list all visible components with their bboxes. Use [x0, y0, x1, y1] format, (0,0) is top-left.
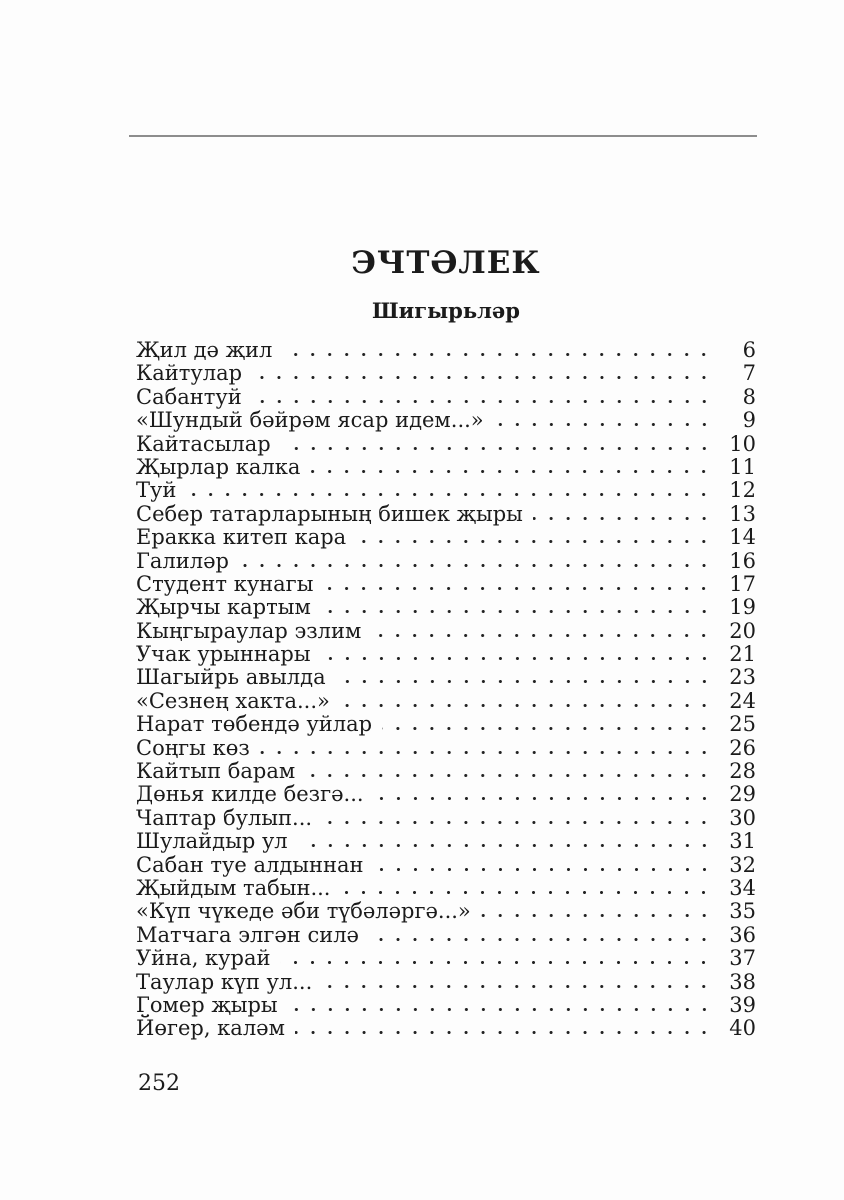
toc-row — [136, 783, 756, 806]
toc-entry-title: Дөнья килде безгә... — [136, 782, 364, 807]
toc-entry-title: Учак урыннары — [136, 642, 311, 667]
toc-entry-title: Йөгер, каләм — [136, 1016, 285, 1041]
toc-page-number: 39 — [729, 992, 756, 1017]
toc-page-number: 32 — [729, 852, 756, 877]
toc-row — [136, 362, 756, 385]
toc-row — [136, 947, 756, 970]
toc-page-number: 29 — [729, 782, 756, 807]
toc-entry-title: Туй — [136, 478, 177, 503]
header-rule — [129, 135, 757, 137]
toc-row — [136, 386, 756, 409]
dot-leader — [310, 469, 713, 474]
toc-entry-title: Гомер җыры — [136, 992, 278, 1017]
dot-leader — [282, 352, 713, 357]
dot-leader — [280, 960, 713, 965]
dot-leader — [288, 1007, 713, 1012]
dot-leader — [322, 820, 713, 825]
dot-leader — [371, 633, 713, 638]
toc-page-number: 36 — [729, 922, 756, 947]
toc-entry-title: Кайтып барам — [136, 759, 296, 784]
toc-entry-title: Еракка китеп кара — [136, 525, 347, 550]
toc-page-number: 13 — [729, 501, 756, 526]
dot-leader — [356, 539, 713, 544]
toc-entry-title: Кайтулар — [136, 361, 243, 386]
toc-page-number: 11 — [729, 454, 756, 479]
toc-entry-title: Җырчы картым — [136, 595, 311, 620]
toc-page-number: 17 — [729, 571, 756, 596]
dot-leader — [298, 843, 713, 848]
toc-entry-title: Җил дә җил — [136, 338, 273, 362]
toc-row — [136, 409, 756, 432]
toc-row — [136, 924, 756, 947]
toc-row — [136, 573, 756, 596]
toc-row — [136, 900, 756, 923]
toc-row — [136, 526, 756, 549]
toc-row — [136, 737, 756, 760]
dot-leader — [321, 656, 713, 661]
dot-leader — [260, 750, 713, 755]
toc-page-number: 28 — [729, 759, 756, 784]
toc-page-number: 9 — [742, 408, 756, 433]
dot-leader — [494, 422, 713, 427]
toc-row — [136, 877, 756, 900]
toc-page-number: 6 — [742, 338, 756, 362]
dot-leader — [323, 586, 713, 591]
dot-leader — [374, 796, 713, 801]
dot-leader — [481, 913, 713, 918]
toc-row — [136, 620, 756, 643]
toc-entry-title: Галиләр — [136, 548, 229, 573]
dot-leader — [321, 609, 713, 614]
toc-entry-title: Кайтасылар — [136, 431, 271, 456]
dot-leader — [382, 726, 713, 731]
toc-entry-title: «Шундый бәйрәм ясар идем...» — [136, 408, 484, 433]
toc-page-number: 12 — [729, 478, 756, 503]
dot-leader — [340, 703, 713, 708]
toc-page-number: 19 — [729, 595, 756, 620]
dot-leader — [322, 984, 713, 989]
page-folio: 252 — [138, 1071, 180, 1096]
toc-row — [136, 479, 756, 502]
dot-leader — [186, 492, 713, 497]
toc-page-number: 10 — [729, 431, 756, 456]
toc-page-number: 7 — [742, 361, 756, 386]
toc-entry-title: Матчага элгән силә — [136, 922, 359, 947]
contents-title: ЭЧТӘЛЕК — [351, 245, 541, 281]
dot-leader — [374, 867, 713, 872]
toc-row — [136, 994, 756, 1017]
toc-page-number: 16 — [729, 548, 756, 573]
toc-page-number: 20 — [729, 618, 756, 643]
dot-leader — [295, 1030, 713, 1035]
toc-page-number: 23 — [729, 665, 756, 690]
toc-row — [136, 830, 756, 853]
toc-row — [136, 1017, 756, 1040]
toc-entry-title: Нарат төбендә уйлар — [136, 712, 373, 737]
toc-entry-title: Сабантуй — [136, 384, 242, 409]
toc-entry-title: Җыйдым табын... — [136, 875, 331, 900]
toc-row — [136, 690, 756, 713]
toc-page-number: 37 — [729, 946, 756, 971]
toc-row — [136, 503, 756, 526]
toc-page-number: 34 — [729, 875, 756, 900]
dot-leader — [252, 375, 713, 380]
toc-entry-title: Студент кунагы — [136, 571, 314, 596]
toc-entry-title: Шулайдыр ул — [136, 829, 288, 854]
toc-row — [136, 339, 756, 362]
toc-row — [136, 666, 756, 689]
toc-entry-title: Себер татарларының бишек җыры — [136, 501, 523, 526]
dot-leader — [305, 773, 713, 778]
dot-leader — [252, 399, 713, 404]
toc-page-number: 25 — [729, 712, 756, 737]
toc-entry-title: «Күп чүкеде әби түбәләргә...» — [136, 899, 471, 924]
toc-row — [136, 713, 756, 736]
toc-row — [136, 456, 756, 479]
toc-page-number: 26 — [729, 735, 756, 760]
toc-page-number: 31 — [729, 829, 756, 854]
toc-row — [136, 433, 756, 456]
dot-leader — [369, 937, 713, 942]
toc-entry-title: Сабан туе алдыннан — [136, 852, 364, 877]
toc-entry-title: Таулар күп ул... — [136, 969, 313, 994]
toc-row — [136, 596, 756, 619]
toc-list — [136, 339, 756, 1041]
toc-entry-title: Соңгы көз — [136, 735, 250, 760]
toc-page-number: 38 — [729, 969, 756, 994]
dot-leader — [281, 446, 713, 451]
toc-page-number: 21 — [729, 642, 756, 667]
toc-page-number: 30 — [729, 805, 756, 830]
toc-row — [136, 643, 756, 666]
toc-entry-title: Уйна, курай — [136, 946, 271, 971]
toc-entry-title: Шагыйрь авылда — [136, 665, 326, 690]
toc-page-number: 40 — [729, 1016, 756, 1041]
toc-page-number: 8 — [742, 384, 756, 409]
toc-page-number: 24 — [729, 688, 756, 713]
toc-row — [136, 854, 756, 877]
dot-leader — [239, 563, 713, 568]
toc-entry-title: Кыңгыраулар эзлим — [136, 618, 362, 643]
dot-leader — [533, 516, 713, 521]
toc-row — [136, 550, 756, 573]
dot-leader — [340, 890, 713, 895]
toc-page-number: 35 — [729, 899, 756, 924]
toc-row — [136, 807, 756, 830]
dot-leader — [336, 679, 713, 684]
section-heading: Шигырьләр — [372, 298, 520, 323]
toc-entry-title: Җырлар калка — [136, 454, 301, 479]
toc-row — [136, 760, 756, 783]
toc-row — [136, 971, 756, 994]
toc-page-number: 14 — [729, 525, 756, 550]
toc-entry-title: Чаптар булып... — [136, 805, 313, 830]
toc-entry-title: «Сезнең хакта...» — [136, 688, 330, 713]
